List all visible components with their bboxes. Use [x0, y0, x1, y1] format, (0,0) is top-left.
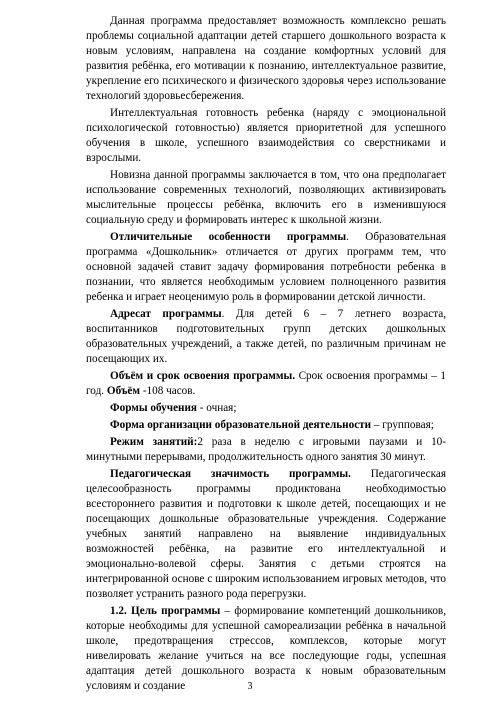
audience-heading: Адресат программы	[110, 308, 222, 320]
paragraph-volume	[86, 369, 446, 399]
volume-heading: Объём и срок освоения программы.	[110, 370, 296, 382]
significance-first-line	[86, 467, 446, 482]
significance-word-1: Педагогическая	[110, 468, 191, 480]
goal-heading: 1.2. Цель программы	[110, 605, 221, 617]
audience-text: . Для детей 6 – 7 летнего возраста, воспитанников подготовительных групп детских дошкольных образовательных учреждений, а также детей, по различным причинам не посещающих их.	[86, 308, 446, 365]
paragraph-schedule	[86, 435, 446, 465]
paragraph-forms	[86, 401, 446, 416]
schedule-heading: Режим занятий:	[110, 436, 198, 448]
paragraph-audience	[86, 307, 446, 367]
significance-word-3: программы.	[288, 468, 351, 480]
features-heading: Отличительные особенности программы	[110, 231, 347, 243]
volume-hours: -108 часов.	[140, 385, 196, 397]
paragraph-features	[86, 230, 446, 305]
forms-text: - очная;	[196, 402, 237, 414]
page-number: 3	[247, 681, 253, 692]
paragraph-intro: Данная программа предоставляет возможность комплексно решать проблемы социальной адаптации детей старшего дошкольного возраста к новым условиям, направлена на создание комфортных условий для развития ребёнка, его мотивации к познанию, интеллектуальное развитие, укрепление его психического и физического здоровья через использование технологий здоровьесбережения.	[86, 15, 446, 102]
organization-text: – групповая;	[371, 419, 434, 431]
significance-text: целесообразность программы продиктована необходимостью всестороннего развития и подготовки к школе детей, посещающих и не посещающих дошкольные образовательные учреждения. Содержание учебных занятий направлено на выявление индивидуальных возможностей ребёнка, на развитие его интеллектуальной и эмоционально-волевой сферы. Занятия с детьми строятся на интегрированной основе с широким использованием игровых методов, что позволяет устранить разного рода перегрузки.	[86, 483, 446, 600]
paragraph-readiness: Интеллектуальная готовность ребенка (наряду с эмоциональной психологической готовностью) является приоритетной для успешного обучения в школе, успешного взаимодействия со сверстниками и взрослыми.	[86, 107, 446, 164]
volume-label: Объём	[106, 385, 141, 397]
significance-word-4: Педагогическая	[370, 468, 446, 480]
significance-word-2: значимость	[210, 468, 270, 480]
paragraph-novelty: Новизна данной программы заключается в том, что она предполагает использование современных технологий, позволяющих активизировать мыслительные процессы ребёнка, включить его в изменившуюся социальную среду и формировать интерес к школьной жизни.	[86, 169, 446, 226]
forms-heading: Формы обучения	[110, 402, 197, 414]
organization-heading: Форма организации образовательной деятельности	[110, 419, 372, 431]
paragraph-organization	[86, 418, 446, 433]
features-text: . Образовательная программа «Дошкольник» отличается от других программ тем, что основной задачей ставит задачу формирования потребности ребенка в познании, что является необходимым условием полноценного развития ребенка и играет неоценимую роль в формировании детской личности.	[86, 231, 446, 303]
schedule-text: 2 раза в неделю с игровыми паузами и 10-минутными перерывами, продолжительность одного занятия 30 минут.	[86, 436, 446, 463]
document-page	[86, 14, 446, 694]
paragraph-significance	[86, 467, 446, 602]
volume-text: Срок освоения программы – 1 год.	[86, 370, 446, 397]
goal-text: – формирование компетенций дошкольников, которые необходимы для успешной самореализации ребёнка в начальной школе, предотвращения стрессов, комплексов, которые могут нивелировать желание учиться на все последующие годы, успешная адаптация детей дошкольного возраста к новым образовательным условиям и создание	[86, 605, 446, 692]
